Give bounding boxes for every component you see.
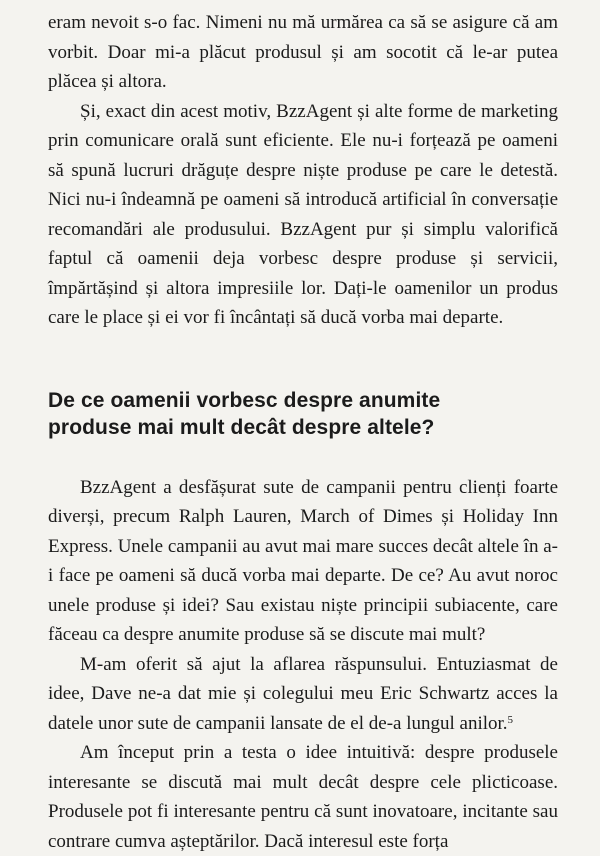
paragraph-offer-to-help-text: M-am oferit să ajut la aflarea răspunsului. Entuziasmat de idee, Dave ne-a dat mie și colegului meu Eric Schwartz acces la datele unor sute de campanii lansate de el de-a lungul anilor. [48, 653, 558, 734]
section-heading-line-2: produse mai mult decât despre altele? [48, 415, 435, 439]
paragraph-campaigns: BzzAgent a desfășurat sute de campanii pentru clienți foarte diverși, precum Ralph Lauren, March of Dimes și Holiday Inn Express. Unele campanii au avut mai mare succes decât altele în a-i face pe oameni să ducă vorba mai departe. De ce? Au avut noroc unele produse și idei? Sau existau niște principii subiacente, care făceau ca despre anumite produse să se discute mai mult? [48, 476, 558, 645]
section-heading [48, 387, 558, 441]
section-heading-line-1: De ce oamenii vorbesc despre anumite [48, 388, 441, 412]
paragraph-bzzagent-effectiveness: Și, exact din acest motiv, BzzAgent și alte forme de marketing prin comunicare orală sunt eficiente. Ele nu-i forțează pe oameni să spună lucruri drăguțe despre niște produse pe care le detestă. Nici nu-i îndeamnă pe oameni să introducă artificial în conversație recomandări ale produsului. BzzAgent pur și simplu valorifică faptul că oamenii deja vorbesc despre produse și servicii, împărtășind și altora impresiile lor. Dați-le oamenilor un produs care le place și ei vor fi încântați să ducă vorba mai departe. [48, 100, 558, 328]
paragraph-intuitive-idea: Am început prin a testa o idee intuitivă: despre produsele interesante se discută mai mult decât despre cele plicticoase. Produsele pot fi interesante pentru că sunt inovatoare, incitante sau contrare cumva așteptărilor. Dacă interesul este forța [48, 742, 558, 852]
paragraph-continued: eram nevoit s-o fac. Nimeni nu mă urmărea ca să se asigure că am vorbit. Doar mi-a plăcut produsul și am socotit că le-ar putea plăcea și altora. [48, 12, 558, 92]
paragraph-offer-to-help [48, 650, 558, 739]
footnote-marker: 5 [507, 713, 514, 726]
